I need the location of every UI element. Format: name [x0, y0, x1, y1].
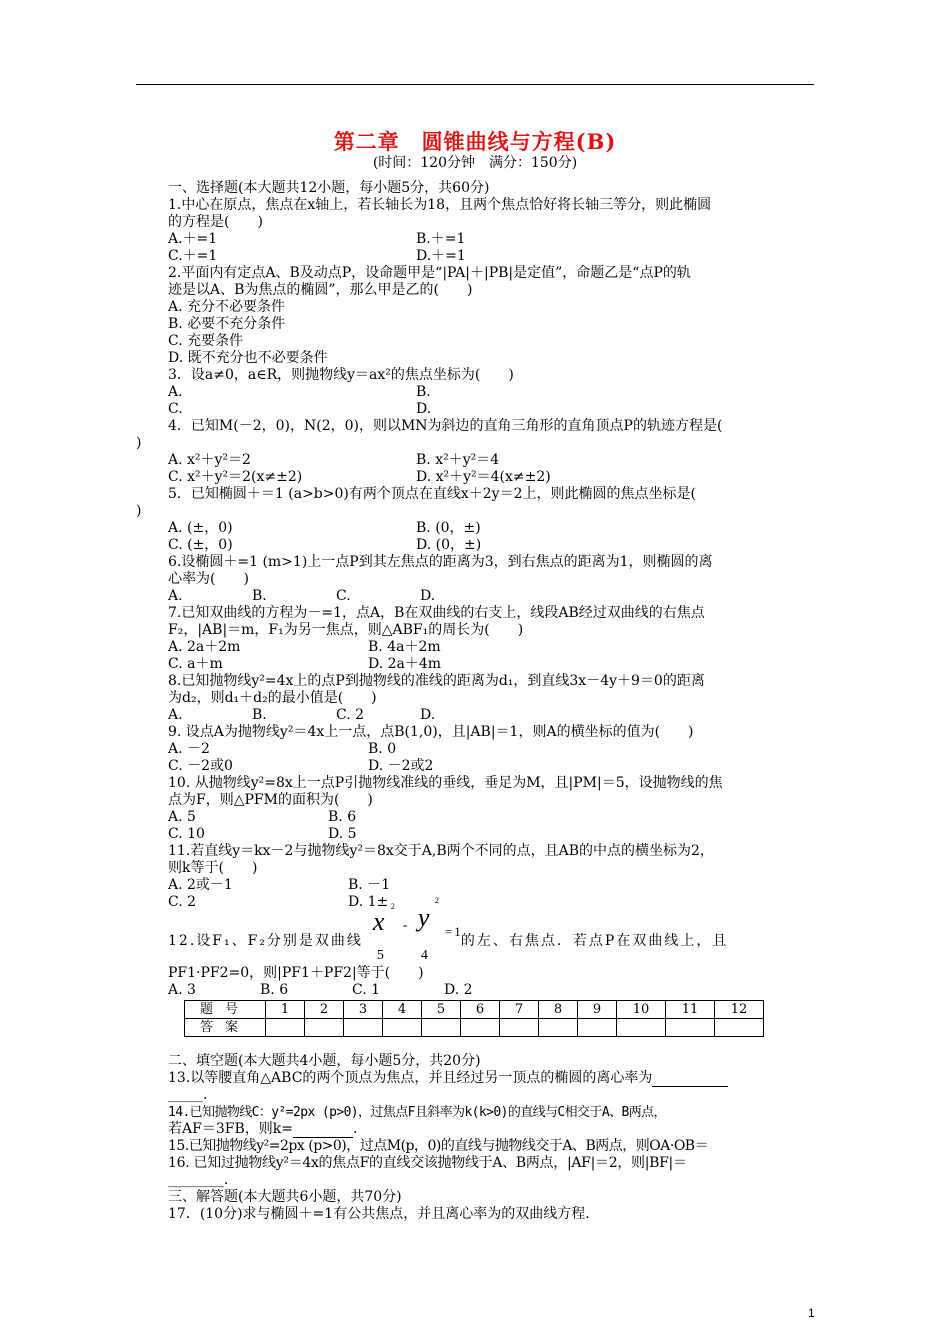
question-14: 14.已知抛物线C：y²=2px (p>0)，过焦点F且斜率为k(k>0)的直线与C相交于A、B两点， — [168, 1105, 666, 1120]
option-c: C. 2 — [168, 894, 197, 910]
answer-cell[interactable] — [617, 1019, 666, 1037]
question-stem: 则k等于( ) — [168, 860, 258, 876]
question-stem: 为d₂，则d₁＋d₂的最小值是( ) — [168, 690, 377, 706]
question-stem: F₂，|AB|＝m，F₁为另一焦点，则△ABF₁的周长为( ) — [168, 622, 524, 638]
question-stem: 的左、右焦点．若点P在双曲线上，且 — [460, 933, 729, 949]
option-b: B.＋=1 — [416, 231, 466, 247]
option-a: A. 5 — [168, 809, 196, 825]
option-c: C. x²＋y²＝2(x≠±2) — [168, 469, 303, 485]
option-a: A. 2或－1 — [168, 877, 233, 893]
option-a: A. 3 — [168, 982, 196, 998]
option-c: C. －2或0 — [168, 758, 233, 774]
option-c: C.＋=1 — [168, 248, 218, 264]
option-b: B. 0 — [368, 741, 397, 757]
formula-equals: =1 — [444, 924, 463, 939]
option-d: D. x²＋y²＝4(x≠±2) — [416, 469, 551, 485]
formula-numerator-x: x — [372, 907, 387, 936]
option-c: C. — [168, 401, 183, 417]
answer-number: 11 — [666, 1001, 715, 1019]
answer-blank[interactable] — [652, 1072, 728, 1087]
question-stem: 5．已知椭圆＋＝1 (a>b>0)有两个顶点在直线x＋2y＝2上，则此椭圆的焦点坐标是( — [168, 486, 696, 502]
option-a: A.＋=1 — [168, 231, 218, 247]
option-c: C. 1 — [352, 982, 381, 998]
answer-table-number-row — [185, 1001, 764, 1019]
option-d: D. — [420, 588, 436, 604]
answer-number: 3 — [344, 1001, 383, 1019]
answer-table — [184, 1000, 764, 1037]
question-stem: 点为F，则△PFM的面积为( ) — [168, 792, 373, 808]
option-c: C. 10 — [168, 826, 205, 842]
answer-cell[interactable] — [422, 1019, 461, 1037]
answer-number: 8 — [539, 1001, 578, 1019]
formula-denominator: 4 — [420, 948, 430, 963]
option-b: B. 必要不充分条件 — [168, 316, 286, 332]
question-15: 15.已知抛物线y²=2px (p>0)，过点M(p，0)的直线与抛物线交于A、B两点，则OA·OB＝ — [168, 1138, 709, 1154]
option-b: B. — [252, 707, 267, 723]
option-b: B. 6 — [260, 982, 289, 998]
answer-cell[interactable] — [539, 1019, 578, 1037]
section1-heading: 一、选择题(本大题共12小题，每小题5分，共60分) — [168, 180, 490, 196]
formula-numerator-y: y — [417, 903, 432, 932]
question-stem: 6.设椭圆＋=1 (m>1)上一点P到其左焦点的距离为3，到右焦点的距离为1，则椭圆的离 — [168, 554, 713, 570]
question-7 — [168, 605, 814, 673]
answer-table-header: 答案 — [185, 1019, 266, 1037]
answer-number: 6 — [461, 1001, 500, 1019]
question-17: 17．(10分)求与椭圆＋=1有公共焦点，并且离心率为的双曲线方程． — [168, 1206, 600, 1222]
answer-number: 1 — [266, 1001, 305, 1019]
option-a: A. — [168, 588, 183, 604]
answer-number: 12 — [715, 1001, 764, 1019]
answer-blank[interactable] — [293, 1123, 353, 1138]
option-d: D.＋=1 — [416, 248, 466, 264]
question-stem: 13.以等腰直角△ABC的两个顶点为焦点，并且经过另一顶点的椭圆的离心率为 — [168, 1070, 653, 1086]
question-stem: PF1·PF2=0，则|PF1＋PF2|等于( ) — [168, 965, 424, 981]
question-1 — [168, 197, 814, 265]
answer-cell[interactable] — [500, 1019, 539, 1037]
option-a: A. — [168, 707, 183, 723]
question-stem: 10. 从抛物线y²=8x上一点P引抛物线准线的垂线，垂足为M，且|PM|＝5，设抛物线的焦 — [168, 775, 723, 791]
option-d: D. 1± — [348, 894, 389, 910]
page-title: 第二章 圆锥曲线与方程(B) — [333, 129, 617, 154]
answer-cell[interactable] — [266, 1019, 305, 1037]
question-stem: ． — [352, 1121, 367, 1137]
question-13 — [168, 1070, 814, 1087]
question-16-cont: ________． — [168, 1172, 238, 1188]
option-d: D. (0，±) — [416, 537, 482, 553]
answer-number: 10 — [617, 1001, 666, 1019]
option-d: D. 2 — [444, 982, 473, 998]
question-4 — [136, 418, 814, 486]
answer-cell[interactable] — [344, 1019, 383, 1037]
question-6 — [168, 554, 814, 605]
question-stem: 的方程是( ) — [168, 214, 263, 230]
question-stem: 心率为( ) — [168, 571, 249, 587]
question-stem: ) — [136, 435, 142, 451]
formula-minus: - — [402, 918, 410, 933]
answer-number: 4 — [383, 1001, 422, 1019]
formula-denominator: 5 — [376, 948, 386, 963]
question-stem: 7.已知双曲线的方程为－=1，点A，B在双曲线的右支上，线段AB经过双曲线的右焦点 — [168, 605, 705, 621]
question-stem: 8.已知抛物线y²=4x上的点P到抛物线的准线的距离为d₁，到直线3x－4y＋9＝0的距离 — [168, 673, 705, 689]
option-b: B. — [416, 384, 431, 400]
section2-heading: 二、填空题(本大题共4小题，每小题5分，共20分) — [168, 1053, 481, 1069]
option-c: C. — [336, 588, 351, 604]
answer-cell[interactable] — [383, 1019, 422, 1037]
answer-number: 5 — [422, 1001, 461, 1019]
option-c: C. a＋m — [168, 656, 223, 672]
formula-exponent: 2 — [434, 896, 441, 905]
answer-number: 9 — [578, 1001, 617, 1019]
option-a: A. －2 — [168, 741, 210, 757]
answer-table-answer-row — [185, 1019, 764, 1037]
question-3 — [168, 367, 814, 418]
option-a: A. 充分不必要条件 — [168, 299, 286, 315]
option-b: B. 4a＋2m — [368, 639, 441, 655]
question-stem: 1.中心在原点，焦点在x轴上，若长轴长为18，且两个焦点恰好将长轴三等分，则此椭圆 — [168, 197, 712, 213]
question-5 — [136, 486, 814, 554]
option-d: D. 2a＋4m — [368, 656, 442, 672]
question-stem: 迹是以A、B为焦点的椭圆”，那么甲是乙的( ) — [168, 282, 473, 298]
option-b: B. — [252, 588, 267, 604]
option-c: C. (±，0) — [168, 537, 233, 553]
question-9 — [168, 724, 814, 775]
answer-cell[interactable] — [578, 1019, 617, 1037]
question-14-cont — [168, 1121, 814, 1138]
option-d: D. — [416, 401, 432, 417]
option-b: B. x²＋y²＝4 — [416, 452, 500, 468]
option-b: B. －1 — [348, 877, 391, 893]
question-stem: 11.若直线y＝kx－2与抛物线y²＝8x交于A,B两个不同的点，且AB的中点的横坐标为2， — [168, 843, 714, 859]
option-d: D. －2或2 — [368, 758, 434, 774]
answer-table-header: 题号 — [185, 1001, 266, 1019]
option-d: D. 既不充分也不必要条件 — [168, 350, 328, 366]
exam-content — [136, 180, 814, 1223]
question-16: 16. 已知过抛物线y²＝4x的焦点F的直线交该抛物线于A、B两点，|AF|＝2，则|BF|＝ — [168, 1155, 687, 1171]
page-subtitle: (时间：120分钟 满分：150分) — [372, 155, 578, 171]
option-a: A. x²＋y²＝2 — [168, 452, 251, 468]
question-stem: 2.平面内有定点A、B及动点P，设命题甲是“|PA|＋|PB|是定值”，命题乙是“点P的轨 — [168, 265, 691, 281]
question-13-cont: _____． — [168, 1087, 217, 1103]
option-d: D. 5 — [328, 826, 357, 842]
question-stem: 4．已知M(－2，0)，N(2，0)，则以MN为斜边的直角三角形的直角顶点P的轨迹方程是( — [168, 418, 723, 434]
answer-cell[interactable] — [305, 1019, 344, 1037]
formula-exponent: 2 — [390, 902, 397, 911]
option-a: A. — [168, 384, 183, 400]
question-stem: 12.设F₁、F₂分别是双曲线 — [168, 933, 363, 949]
answer-number: 7 — [500, 1001, 539, 1019]
question-11 — [168, 843, 814, 911]
option-c: C. 2 — [336, 707, 365, 723]
option-d: D. — [420, 707, 436, 723]
question-2 — [168, 265, 814, 367]
answer-number: 2 — [305, 1001, 344, 1019]
section3-heading: 三、解答题(本大题共6小题，共70分) — [168, 1189, 402, 1205]
page-number: 1 — [808, 1306, 815, 1320]
answer-cell[interactable] — [666, 1019, 715, 1037]
header-rule — [136, 84, 814, 85]
question-8 — [168, 673, 814, 724]
answer-cell[interactable] — [715, 1019, 764, 1037]
option-c: C. 充要条件 — [168, 333, 244, 349]
question-stem: 若AF＝3FB，则k= — [168, 1121, 293, 1137]
option-b: B. (0，±) — [416, 520, 481, 536]
question-10 — [168, 775, 814, 843]
answer-cell[interactable] — [461, 1019, 500, 1037]
option-b: B. 6 — [328, 809, 357, 825]
option-a: A. (±，0) — [168, 520, 233, 536]
question-stem: ) — [136, 503, 142, 519]
question-stem: 9. 设点A为抛物线y²＝4x上一点，点B(1,0)，且|AB|＝1，则A的横坐标的值为( ) — [168, 724, 694, 740]
question-stem: 3．设a≠0，a∈R，则抛物线y＝ax²的焦点坐标为( ) — [168, 367, 514, 383]
option-a: A. 2a＋2m — [168, 639, 241, 655]
